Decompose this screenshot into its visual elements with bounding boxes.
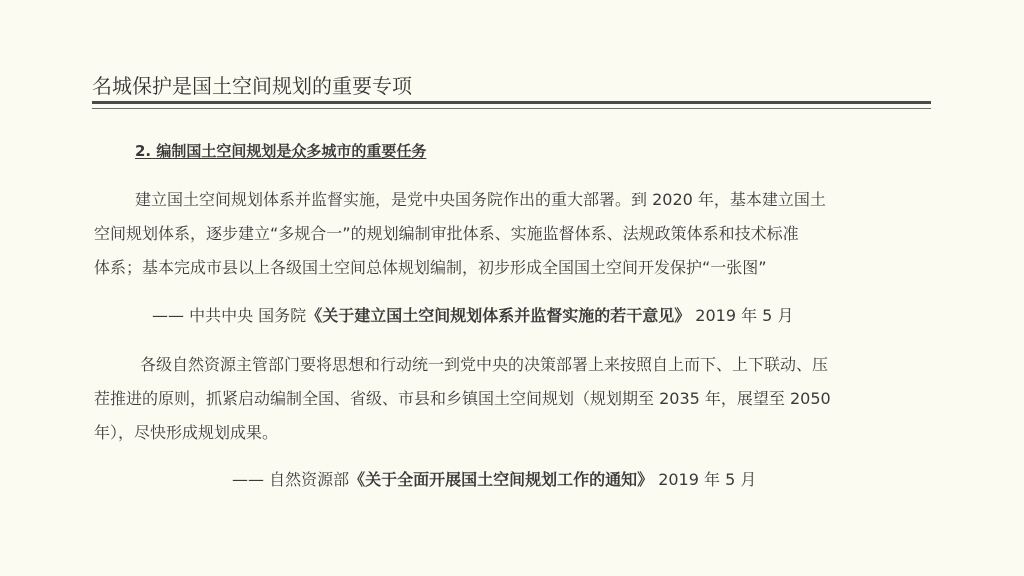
quote2-line-2: 茬推进的原则，抓紧启动编制全国、省级、市县和乡镇国土空间规划（规划期至 2035 年，展望至 2050 [94,389,831,408]
quote2-source-date: 2019 年 5 月 [653,470,757,489]
quote1-source-author: —— 中共中央 国务院 [152,306,307,325]
quote1-line-3: 体系；基本完成市县以上各级国土空间总体规划编制，初步形成全国国土空间开发保护“一张图” [94,258,767,277]
quote1-source [152,303,793,326]
quote1-source-title: 《关于建立国土空间规划体系并监督实施的若干意见》 [306,306,691,325]
title-rule-thin [92,108,931,109]
quote2-line-1: 各级自然资源主管部门要将思想和行动统一到党中央的决策部署上来按照自上而下、上下联动、压 [140,355,829,374]
title-rule-thick [92,101,931,104]
quote2-source [232,467,756,490]
quote1-line-1: 建立国土空间规划体系并监督实施，是党中央国务院作出的重大部署。到 2020 年，基本建立国土 [135,190,826,209]
quote2-source-title: 《关于全面开展国土空间规划工作的通知》 [349,470,654,489]
quote2-source-author: —— 自然资源部 [232,470,350,489]
section-heading: 2. 编制国土空间规划是众多城市的重要任务 [135,142,427,160]
quote1-line-2: 空间规划体系，逐步建立“多规合一”的规划编制审批体系、实施监督体系、法规政策体系和技术标准 [94,224,799,243]
quote1-source-date: 2019 年 5 月 [690,306,794,325]
slide-title: 名城保护是国土空间规划的重要专项 [92,74,412,98]
quote2-line-3: 年），尽快形成规划成果。 [94,423,279,442]
